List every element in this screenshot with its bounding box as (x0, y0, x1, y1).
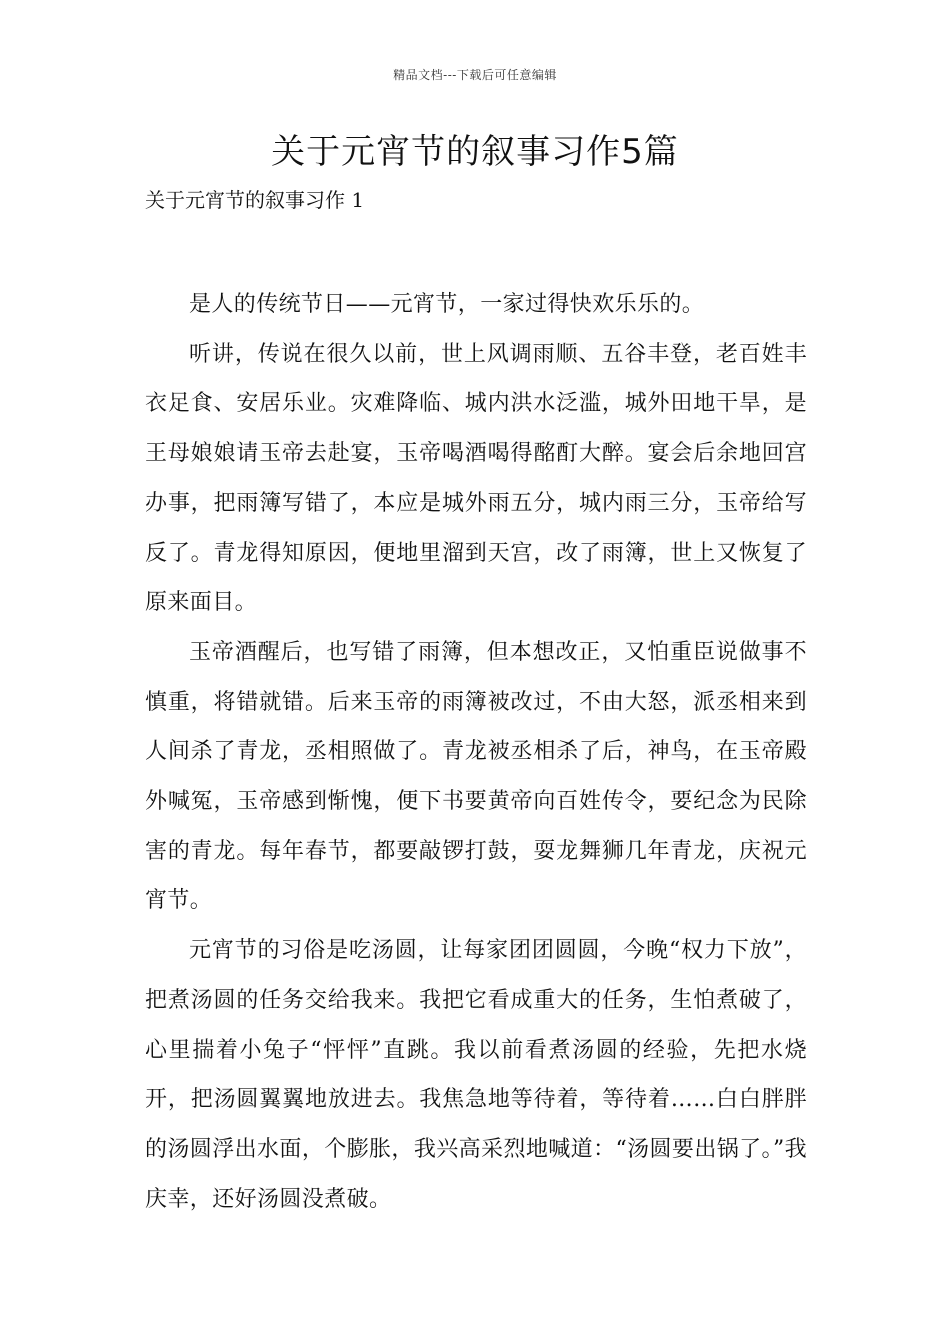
paragraph: 听讲，传说在很久以前，世上风调雨顺、五谷丰登，老百姓丰衣足食、安居乐业。灾难降临、城内洪水泛滥，城外田地干旱，是王母娘娘请玉帝去赴宴，玉帝喝酒喝得酩酊大醉。宴会后余地回宫办事，把雨簿写错了，本应是城外雨五分，城内雨三分，玉帝给写反了。青龙得知原因，便地里溜到天宫，改了雨簿，世上又恢复了原来面目。 (145, 341, 807, 616)
section-heading: 关于元宵节的叙事习作 1 (145, 188, 365, 212)
page-header-note: 精品文档---下载后可任意编辑 (393, 68, 557, 82)
paragraph: 元宵节的习俗是吃汤圆，让每家团团圆圆，今晚“权力下放”，把煮汤圆的任务交给我来。我把它看成重大的任务，生怕煮破了，心里揣着小兔子“怦怦”直跳。我以前看煮汤圆的经验，先把水烧开，把汤圆翼翼地放进去。我焦急地等待着，等待着……白白胖胖的汤圆浮出水面，个膨胀，我兴高采烈地喊道：“汤圆要出锅了。”我庆幸，还好汤圆没煮破。 (145, 938, 807, 1212)
document-title: 关于元宵节的叙事习作5篇 (271, 132, 679, 172)
paragraph: 玉帝酒醒后，也写错了雨簿，但本想改正，又怕重臣说做事不慎重，将错就错。后来玉帝的雨簿被改过，不由大怒，派丞相来到人间杀了青龙，丞相照做了。青龙被丞相杀了后，神鸟，在玉帝殿外喊冤，玉帝感到惭愧，便下书要黄帝向百姓传令，要纪念为民除害的青龙。每年春节，都要敲锣打鼓，耍龙舞狮几年青龙，庆祝元宵节。 (145, 639, 807, 914)
paragraph: 是人的传统节日——元宵节，一家过得快欢乐乐的。 (189, 292, 705, 317)
document-body (145, 280, 807, 1224)
